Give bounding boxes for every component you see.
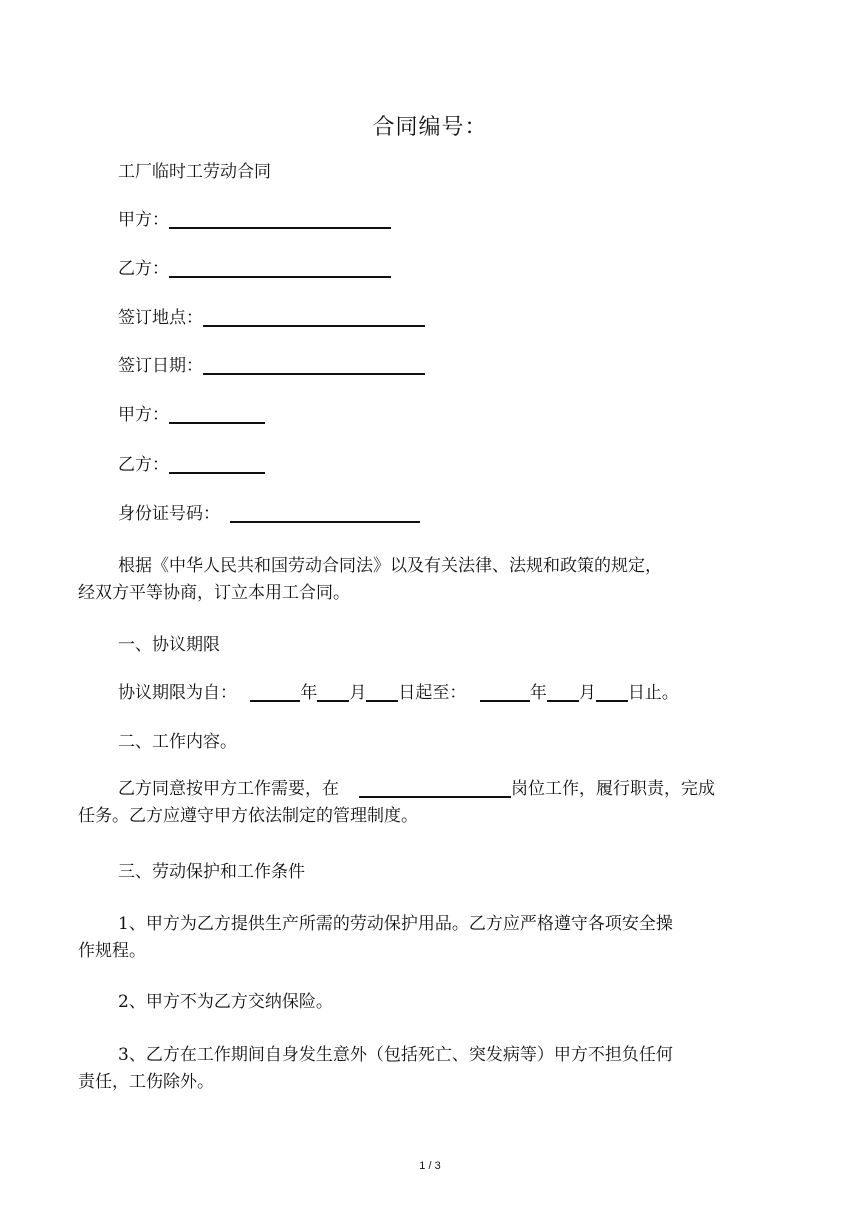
year-label: 年	[300, 683, 318, 703]
party-b-blank-2[interactable]	[169, 454, 265, 474]
item-2: 2、甲方不为乙方交纳保险。	[118, 992, 333, 1012]
term-prefix: 协议期限为自：	[118, 683, 237, 703]
id-number-label: 身份证号码：	[118, 504, 220, 524]
end-month-blank[interactable]	[547, 682, 579, 702]
page-number: 1 / 3	[419, 1160, 441, 1172]
work-suffix: 岗位工作，履行职责，完成	[511, 779, 715, 799]
start-day-blank[interactable]	[366, 682, 398, 702]
item-3-line-2: 责任，工伤除外。	[78, 1072, 214, 1092]
work-line-2: 任务。乙方应遵守甲方依法制定的管理制度。	[78, 806, 418, 826]
start-month-blank[interactable]	[317, 682, 349, 702]
id-number-row	[118, 503, 420, 525]
section-2-title: 二、工作内容。	[118, 732, 237, 752]
end-day-blank[interactable]	[596, 682, 628, 702]
item-3-line-1: 3、乙方在工作期间自身发生意外（包括死亡、突发病等）甲方不担负任何	[118, 1045, 673, 1065]
item-1-line-2: 作规程。	[78, 941, 146, 961]
start-year-blank[interactable]	[250, 682, 300, 702]
day-to-label: 日止。	[627, 683, 679, 703]
year-label-2: 年	[529, 683, 547, 703]
sign-date-label: 签订日期：	[118, 356, 203, 376]
day-from-label: 日起至：	[398, 683, 467, 703]
intro-line-1: 根据《中华人民共和国劳动合同法》以及有关法律、法规和政策的规定，	[118, 556, 662, 576]
contract-number-title: 合同编号：	[372, 115, 488, 140]
position-blank[interactable]	[359, 778, 511, 798]
party-b-blank[interactable]	[169, 258, 391, 278]
party-b-row-2	[118, 454, 265, 476]
end-year-blank[interactable]	[480, 682, 530, 702]
party-b-row	[118, 258, 391, 280]
item-1-line-1: 1、甲方为乙方提供生产所需的劳动保护用品。乙方应严格遵守各项安全操	[118, 914, 673, 934]
sign-place-row	[118, 307, 425, 329]
work-prefix: 乙方同意按甲方工作需要，在	[118, 779, 339, 799]
party-a-blank-2[interactable]	[169, 404, 265, 424]
section-1-title: 一、协议期限	[118, 635, 220, 655]
party-a-label-2: 甲方：	[118, 405, 169, 425]
item-1-paragraph	[78, 911, 778, 965]
item-3-paragraph	[78, 1042, 778, 1096]
month-label: 月	[349, 683, 367, 703]
sign-place-label: 签订地点：	[118, 308, 203, 328]
intro-paragraph	[78, 553, 778, 607]
party-b-label: 乙方：	[118, 259, 169, 279]
party-b-label-2: 乙方：	[118, 455, 169, 475]
contract-heading: 工厂临时工劳动合同	[118, 162, 271, 182]
party-a-row	[118, 209, 391, 231]
term-row	[118, 682, 679, 704]
party-a-row-2	[118, 404, 265, 426]
party-a-label: 甲方：	[118, 210, 169, 230]
id-number-blank[interactable]	[230, 503, 420, 523]
intro-line-2: 经双方平等协商，订立本用工合同。	[78, 583, 350, 603]
sign-place-blank[interactable]	[203, 307, 425, 327]
section-3-title: 三、劳动保护和工作条件	[118, 862, 305, 882]
party-a-blank[interactable]	[169, 209, 391, 229]
work-paragraph	[78, 776, 778, 830]
sign-date-row	[118, 355, 425, 377]
month-label-2: 月	[578, 683, 596, 703]
sign-date-blank[interactable]	[203, 355, 425, 375]
